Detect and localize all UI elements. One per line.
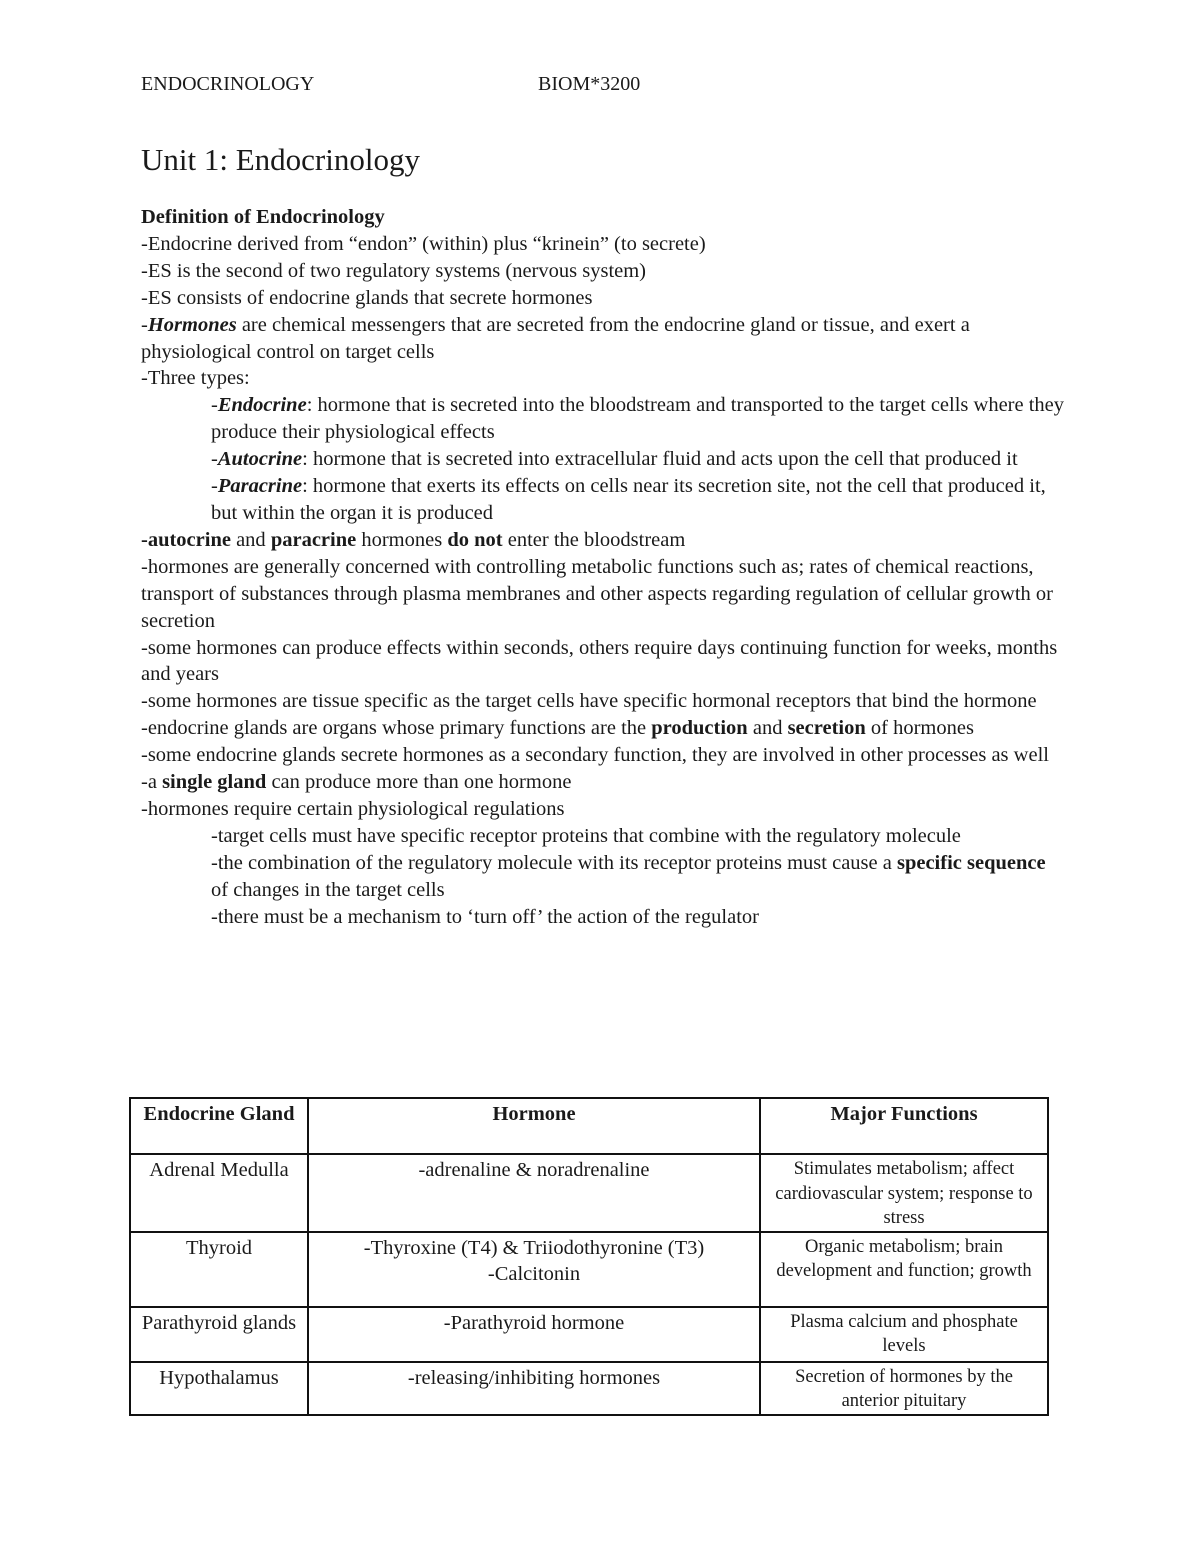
text-run: - [141, 313, 148, 336]
text-run: can produce more than one hormone [266, 771, 572, 794]
endocrine-glands-table [129, 1097, 1049, 1416]
table-row [130, 1362, 1048, 1415]
paragraph-line: -ES consists of endocrine glands that secrete hormones [141, 286, 593, 309]
text-run: - [211, 475, 218, 498]
cell-function: Plasma calcium and phosphate levels [760, 1307, 1048, 1362]
column-header-gland: Endocrine Gland [130, 1098, 308, 1154]
page-title: Unit 1: Endocrinology [141, 142, 420, 177]
cell-gland: Adrenal Medulla [130, 1154, 308, 1232]
paragraph-line: -hormones are generally concerned with controlling metabolic functions such as; rates of chemical reactions, transport of substances through plasma membranes and other aspects regarding regulation of cellular growth or secretion [141, 555, 1053, 632]
indented-line [211, 392, 1066, 446]
text-run: and [230, 528, 271, 551]
term-paracrine: Paracrine [217, 475, 303, 498]
table-row [130, 1154, 1048, 1232]
column-header-functions: Major Functions [760, 1098, 1048, 1154]
header-course-code: BIOM*3200 [538, 73, 641, 95]
bold-term: specific sequence [896, 851, 1046, 874]
text-run: : hormone that is secreted into the bloodstream and transported to the target cells where they produce their physiological effects [211, 394, 1065, 444]
text-run: : hormone that exerts its effects on cells near its secretion site, not the cell that produced it, but within the organ it is produced [211, 475, 1046, 524]
text-run: enter the bloodstream [502, 528, 686, 551]
cell-hormone [308, 1232, 760, 1307]
column-header-hormone: Hormone [308, 1098, 760, 1154]
cell-hormone [308, 1154, 760, 1232]
bold-term: single gland [162, 771, 267, 794]
indented-line: -target cells must have specific receptor proteins that combine with the regulatory molecule [211, 824, 961, 847]
hormone-line: -releasing/inhibiting hormones [407, 1366, 661, 1389]
paragraph-line [141, 312, 1066, 366]
cell-function: Stimulates metabolism; affect cardiovascular system; response to stress [760, 1154, 1048, 1232]
paragraph-line [141, 769, 1066, 796]
paragraph-line: -ES is the second of two regulatory systems (nervous system) [141, 259, 647, 282]
section-heading: Definition of Endocrinology [141, 206, 385, 228]
bold-term: do not [447, 528, 503, 551]
bold-term: secretion [787, 717, 866, 740]
hormone-line: -Thyroxine (T4) & Triiodothyronine (T3) [363, 1236, 705, 1259]
bold-term: production [651, 717, 748, 740]
bold-term: autocrine [147, 528, 231, 551]
cell-gland: Parathyroid glands [130, 1307, 308, 1362]
hormone-line: -Parathyroid hormone [443, 1311, 625, 1334]
indented-line [211, 850, 1066, 904]
text-run: - [211, 448, 218, 471]
paragraph-line: -hormones require certain physiological regulations [141, 797, 565, 820]
paragraph-line: -some hormones can produce effects within seconds, others require days continuing function for weeks, months and years [141, 636, 1058, 686]
term-endocrine: Endocrine [217, 394, 307, 417]
text-run: and [747, 717, 788, 740]
cell-gland: Thyroid [130, 1232, 308, 1307]
term-hormones: Hormones [147, 313, 237, 336]
indented-line [211, 446, 1066, 473]
cell-hormone [308, 1362, 760, 1415]
paragraph-line [141, 527, 1066, 554]
header-course-subject: ENDOCRINOLOGY [141, 73, 315, 95]
indented-line [211, 473, 1066, 527]
paragraph-line: -some endocrine glands secrete hormones as a secondary function, they are involved in other processes as well [141, 744, 1049, 767]
hormone-line: -adrenaline & noradrenaline [418, 1159, 650, 1181]
text-run: - [211, 394, 218, 417]
paragraph-line: -Three types: [141, 367, 250, 390]
term-autocrine: Autocrine [217, 448, 303, 471]
table-row [130, 1307, 1048, 1362]
document-body [141, 204, 1066, 930]
text-run: of hormones [865, 717, 974, 740]
hormone-line: -Calcitonin [487, 1262, 581, 1285]
text-run: -endocrine glands are organs whose primary functions are the [141, 717, 652, 740]
table-row [130, 1232, 1048, 1307]
text-run: -the combination of the regulatory molecule with its receptor proteins must cause a [211, 851, 897, 874]
paragraph-line: -some hormones are tissue specific as the target cells have specific hormonal receptors that bind the hormone [141, 690, 1037, 713]
cell-gland: Hypothalamus [130, 1362, 308, 1415]
bold-term: paracrine [270, 528, 357, 551]
paragraph-line: -Endocrine derived from “endon” (within) plus “krinein” (to secrete) [141, 232, 706, 255]
text-run: - [141, 528, 148, 551]
text-run: of changes in the target cells [211, 878, 445, 901]
indented-line: -there must be a mechanism to ‘turn off’ the action of the regulator [211, 905, 759, 928]
text-run: are chemical messengers that are secreted from the endocrine gland or tissue, and exert a physiological control on target cells [141, 313, 970, 363]
text-run: hormones [356, 528, 448, 551]
cell-function: Organic metabolism; brain development and function; growth [760, 1232, 1048, 1307]
cell-function: Secretion of hormones by the anterior pituitary [760, 1362, 1048, 1415]
paragraph-line [141, 715, 1066, 742]
text-run: -a [141, 771, 163, 794]
cell-hormone [308, 1307, 760, 1362]
text-run: : hormone that is secreted into extracellular fluid and acts upon the cell that produced it [302, 448, 1018, 471]
table-header-row [130, 1098, 1048, 1154]
